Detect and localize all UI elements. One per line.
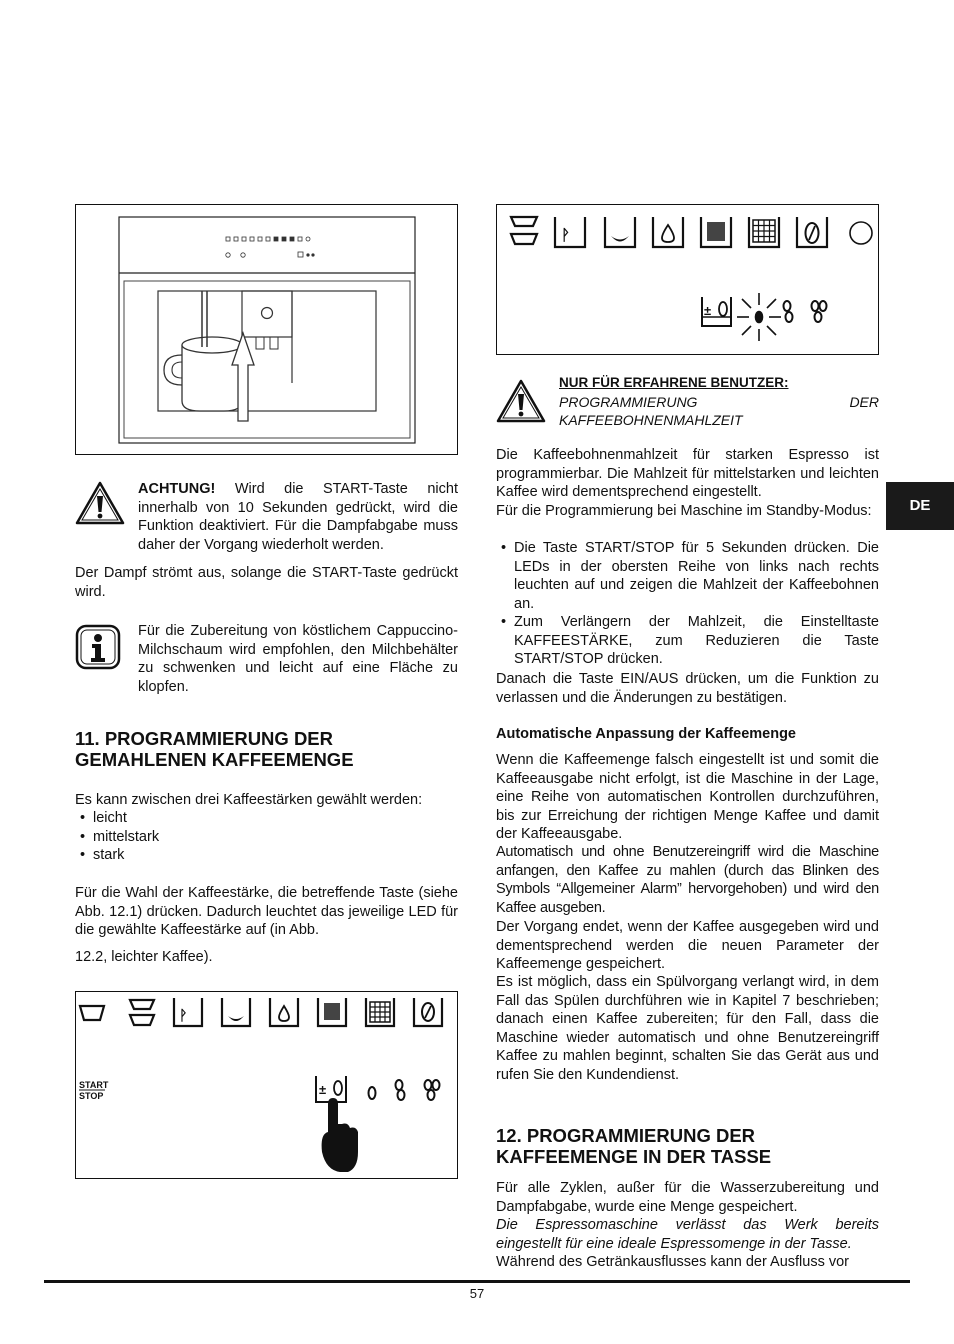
subheading: Automatische Anpassung der Kaffeemenge — [496, 726, 796, 742]
pointing-hand-icon — [322, 1098, 358, 1172]
list-item: • leicht — [75, 809, 458, 828]
warning-subtitle-part: KAFFEEBOHNENMAHLZEIT — [559, 412, 743, 428]
footer-rule — [44, 1280, 910, 1283]
page-number: 57 — [469, 1286, 485, 1301]
list-item: • Die Taste START/STOP für 5 Sekunden drücken. Die LEDs in der obersten Reihe von links nach rechts leuchten auf und zeigen die Mahlzeit der Kaffeebohnen an. — [496, 539, 879, 613]
paragraph: Der Vorgang endet, wenn der Kaffee ausgegeben wird und dementsprechend werden die neuen Parameter der Kaffeemenge gespeichert. — [496, 919, 879, 972]
strength-button-icon — [702, 297, 731, 326]
svg-text:±: ± — [319, 1082, 327, 1097]
paragraph: Die Kaffeebohnenmahlzeit für starken Espresso ist programmierbar. Die Mahlzeit für mittelstarken und leichten Kaffee wird dementsprechend eingestellt. — [496, 447, 879, 500]
strength-level-icons — [784, 301, 827, 322]
warning-subtitle-part: DER — [849, 393, 879, 410]
list-item: • stark — [75, 846, 458, 865]
info-note — [75, 622, 458, 698]
paragraph: Für die Wahl der Kaffeestärke, die betreffende Taste (siehe Abb. 12.1) drücken. Dadurch leuchtet das jeweilige LED für die gewählte Kaffeestärke auf (in Abb. — [75, 885, 458, 938]
strength-list — [75, 809, 458, 865]
figure-machine-steam — [75, 204, 458, 455]
stop-label: STOP — [79, 1091, 104, 1101]
warning-text: ACHTUNG! Wird die START-Taste nicht innerhalb von 10 Sekunden gedrückt, wird die Funktion deaktiviert. Für die Dampfabgabe muss daher der Vorgang wiederholt werden. — [138, 481, 458, 553]
language-tab: DE — [886, 482, 954, 530]
paragraph: Während des Getränkausflusses kann der Ausfluss vor — [496, 1254, 850, 1270]
warning-note — [75, 480, 458, 560]
paragraph-italic: Die Espressomaschine verlässt das Werk bereits eingestellt für eine ideale Espressomenge in der Tasse. — [496, 1217, 879, 1252]
svg-text:ᚹ: ᚹ — [179, 1007, 188, 1023]
double-cup-icon — [511, 217, 537, 244]
paragraph: Es kann zwischen drei Kaffeestärken gewählt werden: — [75, 792, 423, 808]
start-label: START — [79, 1080, 109, 1090]
paragraph: Der Dampf strömt aus, solange die START-Taste gedrückt wird. — [75, 565, 458, 600]
warning-triangle-icon — [75, 480, 125, 532]
paragraph: Danach die Taste EIN/AUS drücken, um die Funktion zu verlassen und die Änderungen zu bestätigen. — [496, 671, 879, 706]
svg-text:ᚹ: ᚹ — [561, 227, 571, 244]
paragraph: 12.2, leichter Kaffee). — [75, 949, 213, 965]
programming-steps-list — [496, 539, 879, 669]
double-cup-icon — [130, 1000, 154, 1025]
expert-warning-note — [496, 374, 879, 430]
warning-triangle-icon — [496, 378, 546, 430]
info-text: Für die Zubereitung von köstlichem Cappuccino-Milchschaum wird empfohlen, den Milchbehälter zu schwenken und leicht auf eine Fläche zu klopfen. — [138, 623, 458, 695]
figure-panel-strength-select — [75, 991, 458, 1179]
machine-illustration — [76, 205, 457, 454]
svg-text:±: ± — [704, 303, 712, 318]
list-item: • Zum Verlängern der Mahlzeit, die Einstelltaste KAFFEESTÄRKE, zum Reduzieren die Taste START/STOP drücken. — [496, 613, 879, 669]
blinking-led-icon — [737, 293, 781, 341]
hot-water-icon — [222, 998, 250, 1026]
paragraph: Wenn die Kaffeemenge falsch eingestellt ist und somit die Kaffeeausgabe nicht erfolgt, ist die Maschine in der Lage, eine Reihe von automatischen Kontrollen durchzuführen, bis zur Erreichung der richtigen Menge Kaffee und damit der Kaffeeausgabe. — [496, 752, 879, 842]
figure-panel-grind-time — [496, 204, 879, 355]
paragraph: Für alle Zyklen, außer für die Wasserzubereitung und Dampfabgabe, wurde eine Menge gespeichert. — [496, 1180, 879, 1215]
paragraph: Für die Programmierung bei Maschine im Standby-Modus: — [496, 503, 872, 519]
strength-button-icon — [316, 1076, 346, 1102]
info-icon — [75, 624, 121, 676]
paragraph: Es ist möglich, dass ein Spülvorgang verlangt wird, in dem Fall das Spülen durchführen wie in Kapitel 7 beschrieben; danach einen Kaffee zubereiten; für den Fall, dass die Maschine wieder automatisch und ohne Benutzereingriff Kaffee zu mahlen beginnt, schalten Sie das Gerät aus und rufen Sie den Kundendienst. — [496, 974, 879, 1083]
control-panel-illustration — [76, 992, 457, 1178]
power-led-icon — [850, 222, 872, 244]
hot-water-icon — [605, 217, 635, 247]
warning-heading: NUR FÜR ERFAHRENE BENUTZER: — [559, 375, 789, 390]
warning-subtitle-part: PROGRAMMIERUNG — [559, 393, 698, 410]
section-heading-11: 11. PROGRAMMIERUNG DER GEMAHLENEN KAFFEEMENGE — [75, 728, 354, 770]
control-panel-illustration — [497, 205, 878, 354]
strength-level-icons — [369, 1080, 440, 1100]
section-heading-12: 12. PROGRAMMIERUNG DER KAFFEEMENGE IN DER TASSE — [496, 1125, 772, 1167]
paragraph: Automatisch und ohne Benutzereingriff wird die Maschine anfangen, den Kaffee zu mahlen (durch das Blinken des Symbols “Allgemeiner Alarm” hervorgehoben) und wird den Kaffee ausgeben. — [496, 844, 879, 916]
single-cup-icon — [80, 1006, 104, 1020]
list-item: • mittelstark — [75, 828, 458, 847]
